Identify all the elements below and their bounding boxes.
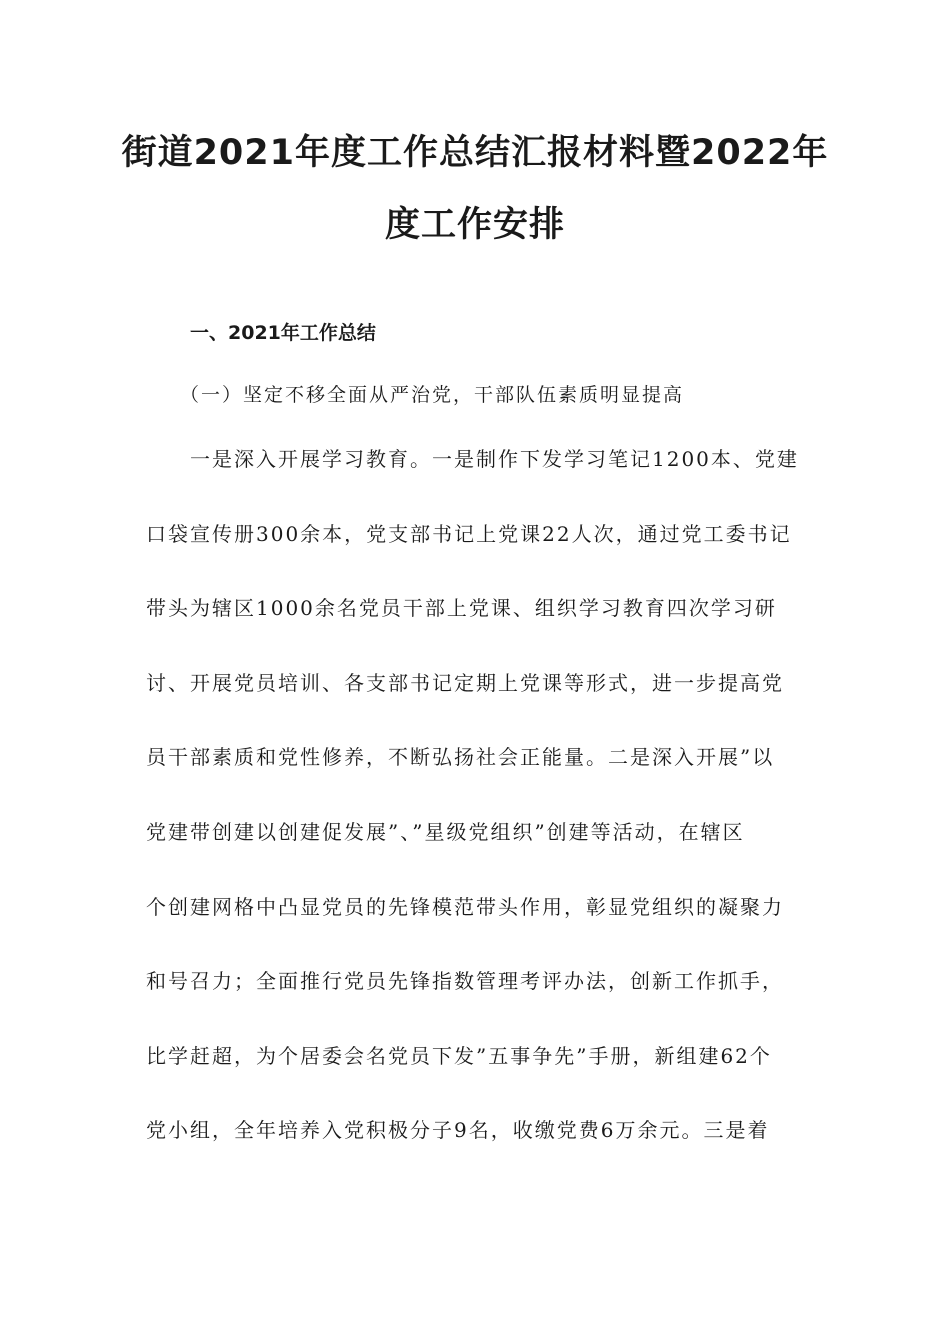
subsection-heading: （一）坚定不移全面从严治党，干部队伍素质明显提高 bbox=[180, 384, 685, 406]
paragraph-line: 讨、开展党员培训、各支部书记定期上党课等形式，进一步提高党 bbox=[146, 670, 784, 695]
paragraph-line: 口袋宣传册300余本，党支部书记上党课22人次，通过党工委书记 bbox=[146, 521, 792, 546]
paragraph-line: 带头为辖区1000余名党员干部上党课、组织学习教育四次学习研 bbox=[146, 596, 777, 621]
body-paragraph bbox=[146, 441, 806, 1187]
paragraph-line: 比学赶超，为个居委会名党员下发”五事争先”手册，新组建62个 bbox=[146, 1043, 772, 1068]
document-title-line-2: 度工作安排 bbox=[384, 205, 565, 245]
section-heading: 一、2021年工作总结 bbox=[190, 322, 376, 344]
paragraph-line: 和号召力；全面推行党员先锋指数管理考评办法，创新工作抓手， bbox=[146, 969, 784, 994]
paragraph-line: 个创建网格中凸显党员的先锋模范带头作用，彰显党组织的凝聚力 bbox=[146, 894, 784, 919]
paragraph-line: 一是深入开展学习教育。一是制作下发学习笔记1200本、党建 bbox=[190, 447, 799, 471]
paragraph-line: 党建带创建以创建促发展”、”星级党组织”创建等活动，在辖区 bbox=[146, 819, 745, 844]
paragraph-line: 员干部素质和党性修养，不断弘扬社会正能量。二是深入开展”以 bbox=[146, 745, 775, 770]
paragraph-line: 党小组，全年培养入党积极分子9名，收缴党费6万余元。三是着 bbox=[146, 1118, 770, 1143]
document-title-line-1: 街道2021年度工作总结汇报材料暨2022年 bbox=[121, 133, 829, 173]
